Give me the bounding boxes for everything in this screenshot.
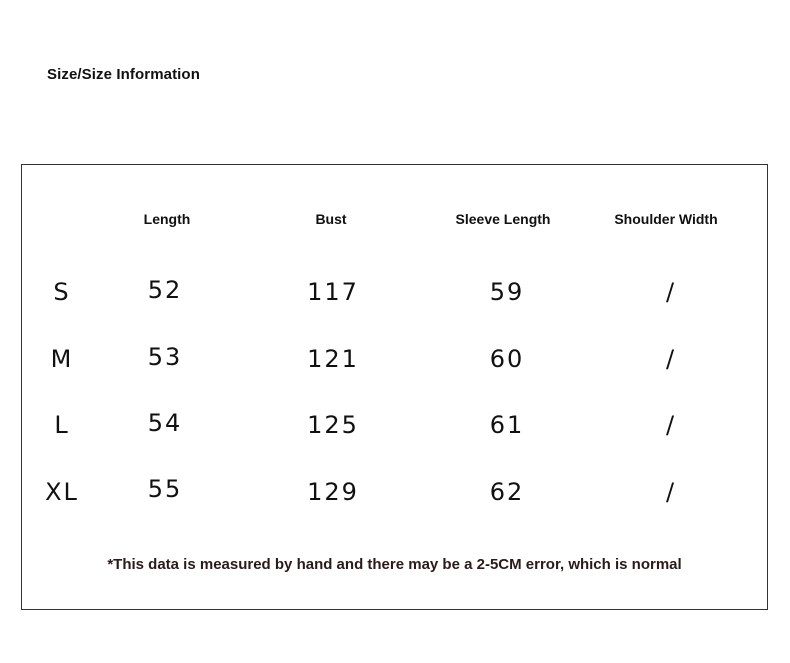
row-shoulder-value: / [665, 278, 677, 306]
row-shoulder-value: / [665, 478, 677, 506]
row-bust-value: 129 [307, 478, 359, 506]
row-bust-value: 121 [307, 345, 359, 373]
size-table [21, 164, 768, 610]
row-size-label: L [54, 411, 70, 439]
row-size-label: XL [45, 478, 79, 506]
row-sleeve-value: 61 [489, 411, 525, 439]
row-sleeve-value: 60 [489, 345, 525, 373]
row-length-value: 55 [147, 475, 183, 503]
row-sleeve-value: 62 [489, 478, 525, 506]
row-size-label: M [50, 345, 74, 373]
row-shoulder-value: / [665, 411, 677, 439]
header-sleeve-length: Sleeve Length [455, 211, 551, 227]
row-length-value: 54 [147, 409, 183, 437]
row-length-value: 52 [147, 276, 183, 304]
row-size-label: S [53, 278, 71, 306]
row-bust-value: 117 [307, 278, 359, 306]
header-bust: Bust [315, 211, 347, 227]
header-length: Length [143, 211, 191, 227]
row-bust-value: 125 [307, 411, 359, 439]
page-title: Size/Size Information [47, 66, 200, 83]
row-shoulder-value: / [665, 345, 677, 373]
row-sleeve-value: 59 [489, 278, 525, 306]
measurement-note: *This data is measured by hand and there may be a 2-5CM error, which is normal [107, 556, 682, 573]
row-length-value: 53 [147, 343, 183, 371]
header-shoulder-width: Shoulder Width [614, 211, 718, 227]
